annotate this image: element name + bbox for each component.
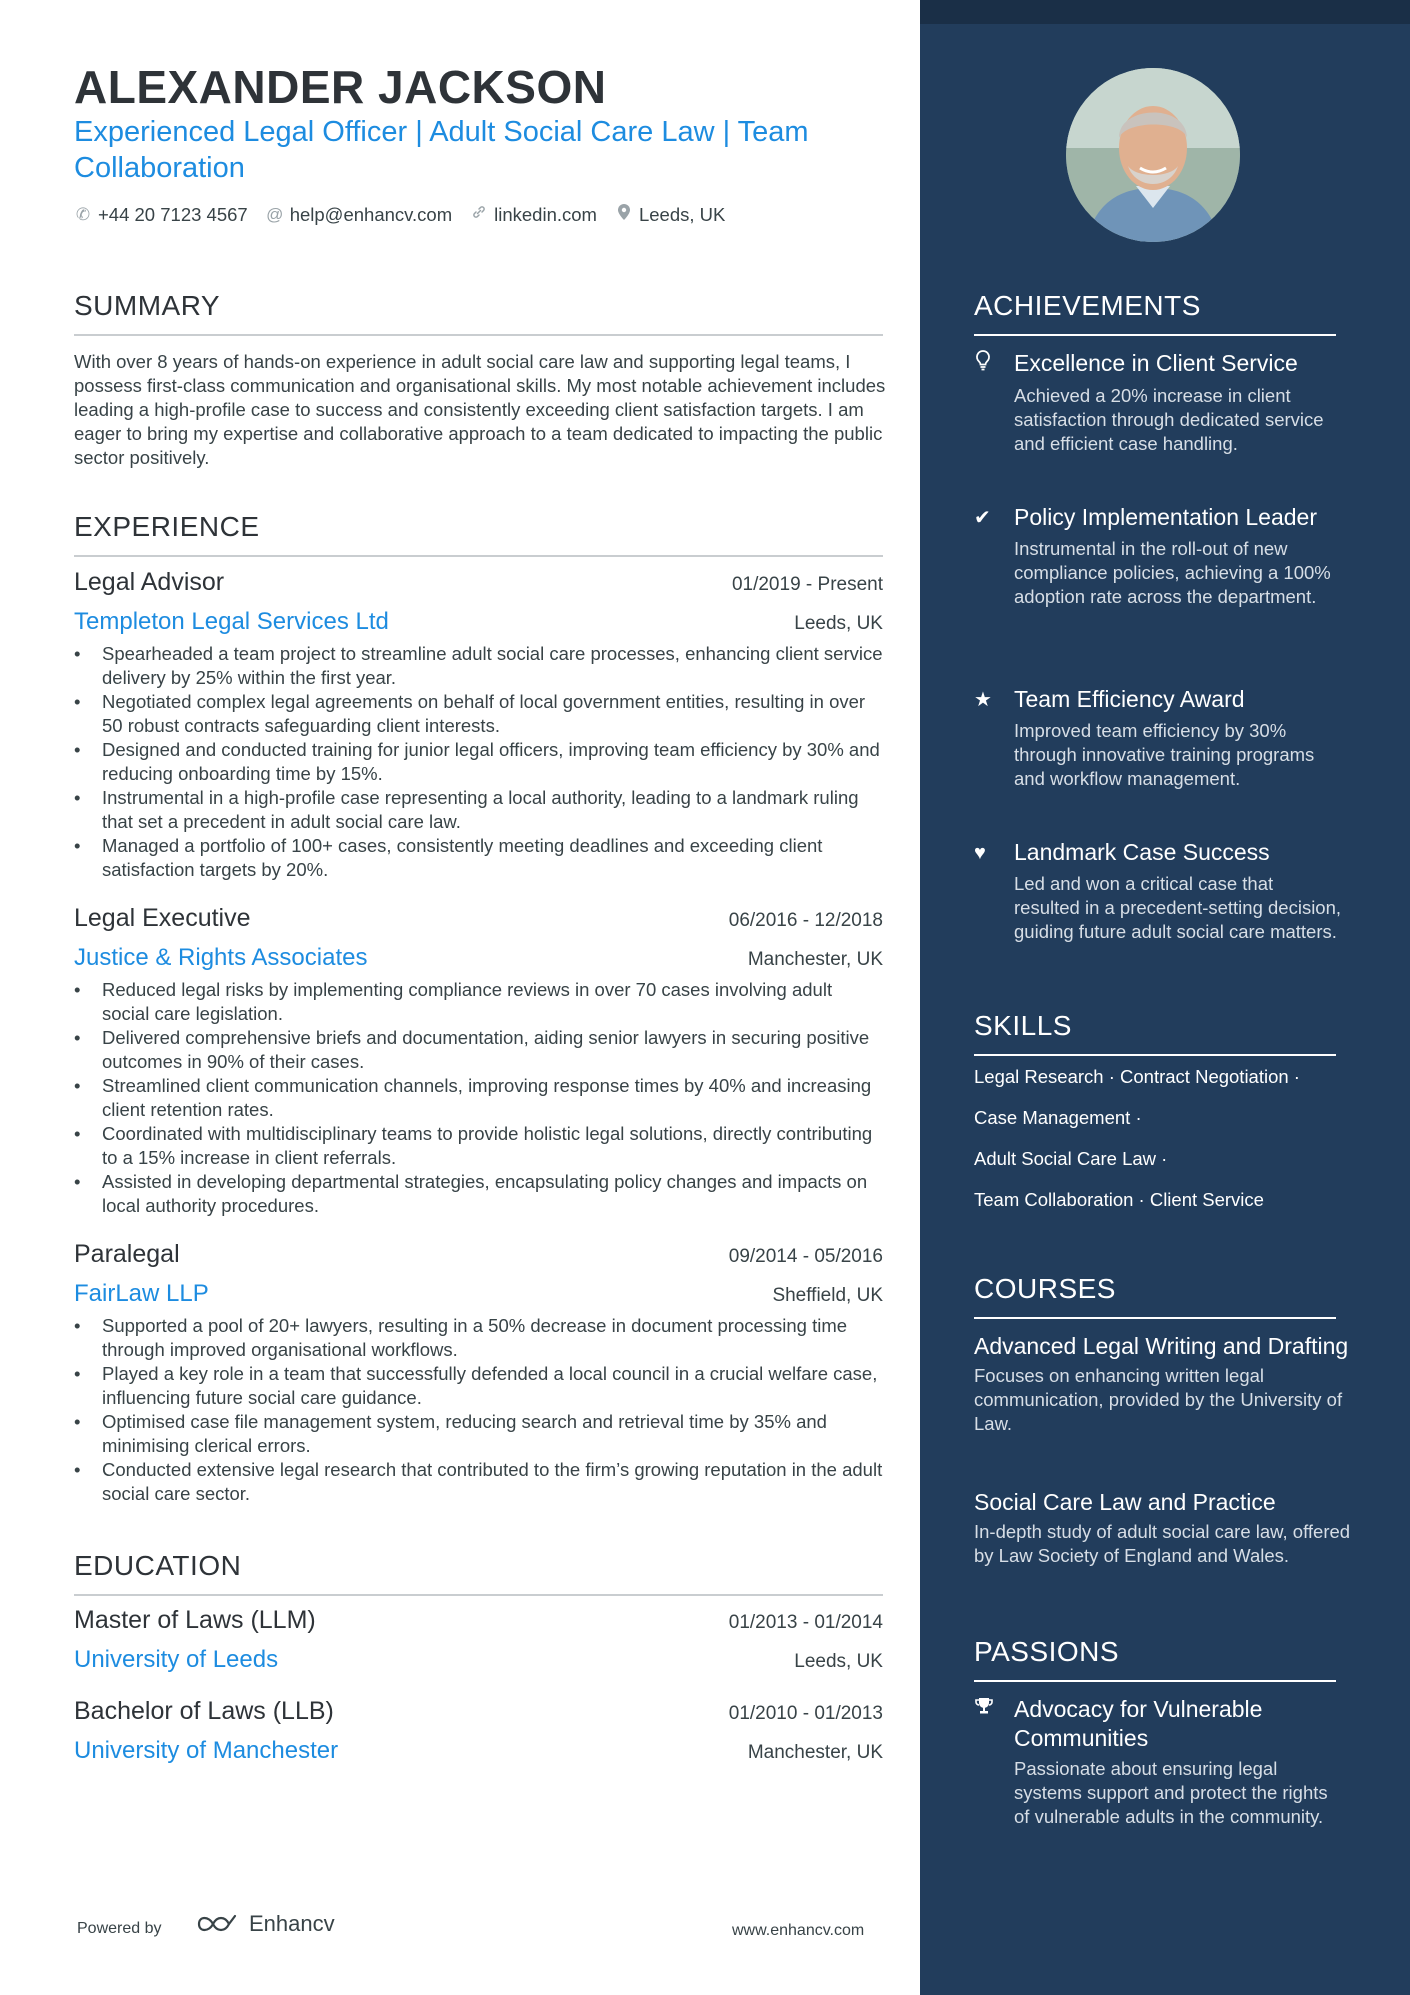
achievement-title: Landmark Case Success [1014,839,1270,865]
skills-list [974,1066,1354,1230]
location-pin-icon [615,203,633,226]
job-bullet: • Instrumental in a high-profile case representing a local authority, leading to a landmark ruling that set a precedent in adult social care law. [74,786,883,834]
job-bullet: • Streamlined client communication channels, improving response times by 40% and increasing client retention rates. [74,1074,883,1122]
job-bullet: • Played a key role in a team that successfully defended a local council in a crucial welfare case, influencing future social care guidance. [74,1362,883,1410]
check-icon: ✔ [974,507,991,529]
at-icon: @ [266,204,284,224]
course-item [974,1488,1354,1568]
course-item [974,1332,1354,1436]
job-bullet: • Spearheaded a team project to streamline adult social care processes, enhancing client service delivery by 25% within the first year. [74,642,883,690]
edu-dates: 01/2013 - 01/2014 [728,1612,883,1633]
course-title: Social Care Law and Practice [974,1489,1276,1515]
job-dates: 09/2014 - 05/2016 [728,1246,883,1267]
achievement-desc: Improved team efficiency by 30% through innovative training programs and workflow management. [1014,720,1315,789]
passion-item [974,1695,1344,1829]
achievement-item [974,838,1344,944]
lightbulb-icon [974,349,1014,380]
job-title: Paralegal [74,1240,180,1268]
skill-line: Case Management · [974,1107,1142,1128]
edu-dates: 01/2010 - 01/2013 [728,1703,883,1724]
school[interactable]: University of Leeds [74,1646,279,1673]
trophy-icon [974,1695,1014,1725]
contact-linkedin[interactable] [470,203,597,226]
job-bullet: • Assisted in developing departmental strategies, encapsulating policy changes and impacts on local authority procedures. [74,1170,883,1218]
edu-location: Leeds, UK [794,1651,883,1672]
summary-text: With over 8 years of hands-on experience in adult social care law and supporting legal teams, I possess first-class communication and organisational skills. My most notable achievement includes leading a high-profile case to success and consistently exceeding client satisfaction targets. I am eager to bring my expertise and collaborative approach to a team dedicated to impacting the public sector positively. [74,351,886,468]
achievement-item [974,685,1344,791]
achievement-title: Policy Implementation Leader [1014,504,1317,530]
achievement-desc: Instrumental in the roll-out of new compliance policies, achieving a 100% adoption rate across the department. [1014,538,1331,607]
heart-icon: ♥ [974,842,986,864]
job-entry [74,568,883,882]
job-entry [74,1240,883,1506]
job-bullet: • Reduced legal risks by implementing compliance reviews in over 70 cases involving adult social care legislation. [74,978,883,1026]
job-location: Manchester, UK [747,949,883,970]
candidate-name: ALEXANDER JACKSON [74,61,607,113]
avatar [1066,68,1240,242]
course-desc: Focuses on enhancing written legal communication, provided by the University of Law. [974,1365,1343,1434]
achievement-title: Excellence in Client Service [1014,350,1298,376]
passion-title: Advocacy for Vulnerable Communities [1014,1696,1263,1751]
location-text: Leeds, UK [638,203,726,225]
course-desc: In-depth study of adult social care law, offered by Law Society of England and Wales. [974,1521,1351,1566]
course-title: Advanced Legal Writing and Drafting [974,1333,1349,1359]
sidebar [920,0,1410,1995]
linkedin-text: linkedin.com [494,203,597,225]
job-entry [74,904,883,1218]
achievement-item [974,349,1344,456]
email-text: help@enhancv.com [289,203,453,225]
passion-desc: Passionate about ensuring legal systems support and protect the rights of vulnerable adults in the community. [1014,1758,1328,1827]
job-location: Leeds, UK [794,613,883,634]
job-bullet: • Supported a pool of 20+ lawyers, resulting in a 50% decrease in document processing time through improved organisational workflows. [74,1314,883,1362]
headline: Experienced Legal Officer | Adult Social Care Law | Team Collaboration [74,116,809,184]
job-company[interactable]: FairLaw LLP [74,1280,209,1307]
education-heading: EDUCATION [74,1550,883,1596]
job-company[interactable]: Justice & Rights Associates [74,944,368,971]
job-location: Sheffield, UK [772,1285,883,1306]
education-entry [74,1697,883,1771]
achievement-desc: Achieved a 20% increase in client satisfaction through dedicated service and efficient case handling. [1014,385,1324,454]
job-dates: 06/2016 - 12/2018 [728,910,883,931]
job-bullet: • Managed a portfolio of 100+ cases, consistently meeting deadlines and exceeding client satisfaction targets by 20%. [74,834,883,882]
passions-heading: PASSIONS [974,1636,1336,1682]
sidebar-top-band [920,0,1410,24]
job-title: Legal Advisor [74,568,225,596]
skill-line: Team Collaboration · Client Service [974,1189,1264,1210]
contact-bar [74,203,725,226]
job-dates: 01/2019 - Present [731,574,883,595]
brand-name: Enhancv [249,1911,335,1936]
job-bullets [74,642,883,882]
link-icon [470,204,488,225]
phone-text: +44 20 7123 4567 [98,203,248,225]
school[interactable]: University of Manchester [74,1737,339,1764]
degree: Bachelor of Laws (LLB) [74,1697,334,1725]
edu-location: Manchester, UK [747,1742,883,1763]
job-bullet: • Negotiated complex legal agreements on behalf of local government entities, resulting in over 50 robust contracts safeguarding client interests. [74,690,883,738]
job-title: Legal Executive [74,904,251,932]
powered-by-label: Powered by [77,1920,162,1937]
footer-url[interactable]: www.enhancv.com [732,1922,865,1939]
contact-phone[interactable] [74,203,248,226]
achievements-heading: ACHIEVEMENTS [974,290,1336,336]
job-bullet: • Coordinated with multidisciplinary teams to provide holistic legal solutions, directly contributing to a 15% increase in client referrals. [74,1122,883,1170]
achievement-item [974,503,1344,609]
summary-heading: SUMMARY [74,290,883,336]
contact-email[interactable] [266,203,452,226]
skill-line: Adult Social Care Law · [974,1148,1168,1169]
job-company[interactable]: Templeton Legal Services Ltd [74,608,389,635]
education-entry [74,1606,883,1680]
phone-icon: ✆ [75,204,91,224]
star-icon: ★ [974,689,992,711]
brand-logo[interactable] [195,1911,335,1937]
skills-heading: SKILLS [974,1010,1336,1056]
job-bullets [74,978,883,1218]
experience-heading: EXPERIENCE [74,511,883,557]
job-bullet: • Designed and conducted training for junior legal officers, improving team efficiency by 30% and reducing onboarding time by 15%. [74,738,883,786]
job-bullet: • Optimised case file management system, reducing search and retrieval time by 35% and minimising clerical errors. [74,1410,883,1458]
degree: Master of Laws (LLM) [74,1606,316,1634]
enhancv-logo-icon [195,1912,241,1936]
job-bullet: • Delivered comprehensive briefs and documentation, aiding senior lawyers in securing positive outcomes in 90% of their cases. [74,1026,883,1074]
courses-heading: COURSES [974,1273,1336,1319]
contact-location [615,203,725,226]
skill-line: Legal Research · Contract Negotiation · [974,1066,1300,1087]
job-bullets [74,1314,883,1506]
achievement-title: Team Efficiency Award [1014,686,1245,712]
achievement-desc: Led and won a critical case that resulted in a precedent-setting decision, guiding future adult social care matters. [1014,873,1342,942]
job-bullet: • Conducted extensive legal research that contributed to the firm’s growing reputation in the adult social care sector. [74,1458,883,1506]
